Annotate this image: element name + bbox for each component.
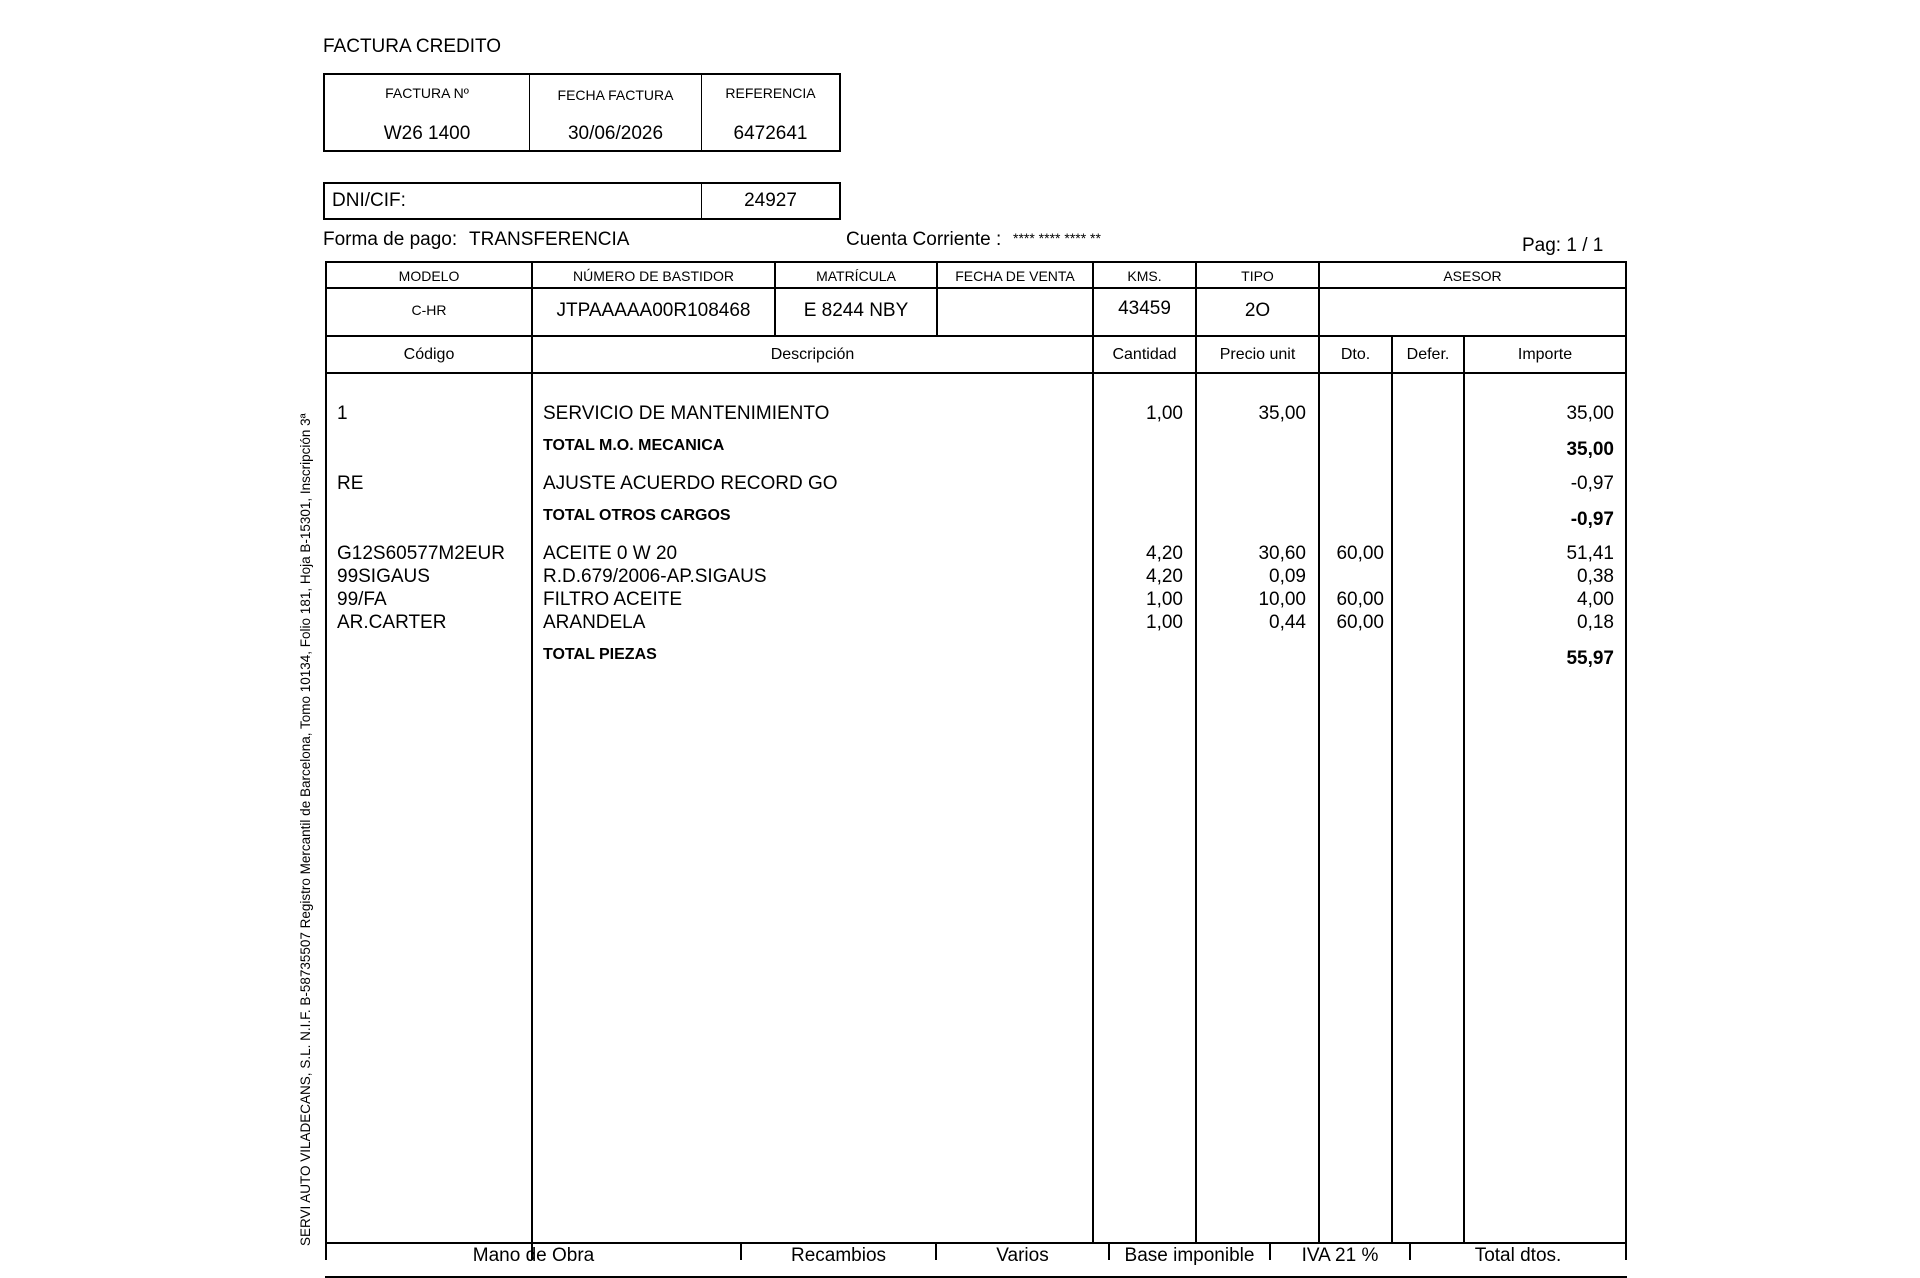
invoice-date-cell <box>530 75 702 150</box>
grid-left-border <box>325 261 327 1260</box>
line-description: SERVICIO DE MANTENIMIENTO <box>543 403 830 424</box>
column-header-quantity: Cantidad <box>1112 346 1177 363</box>
dni-label: DNI/CIF: <box>325 184 702 218</box>
line-code: RE <box>337 473 364 494</box>
invoice-header-table <box>323 73 841 152</box>
footer-parts-label: Recambios <box>790 1245 887 1266</box>
vehicle-row-separator <box>325 335 1627 337</box>
items-col-divider <box>531 335 533 1260</box>
vehicle-vin: JTPAAAAA00R108468 <box>556 300 751 321</box>
line-code: AR.CARTER <box>337 612 447 633</box>
footer-top-border <box>325 1242 1627 1244</box>
line-amount: 0,38 <box>1577 566 1614 587</box>
account-value: **** **** **** ** <box>1013 230 1101 246</box>
columns-header-separator <box>325 372 1627 374</box>
line-code: 1 <box>337 403 348 424</box>
invoice-number: W26 1400 <box>383 123 471 144</box>
invoice-date: 30/06/2026 <box>567 123 664 144</box>
line-amount: 51,41 <box>1566 543 1614 564</box>
line-unit-price: 10,00 <box>1258 589 1306 610</box>
line-amount: 4,00 <box>1577 589 1614 610</box>
line-unit-price: 0,09 <box>1269 566 1306 587</box>
footer-tax-base-label: Base imponible <box>1124 1245 1255 1266</box>
column-header-unit-price: Precio unit <box>1219 346 1296 363</box>
account-label: Cuenta Corriente : <box>846 229 1002 250</box>
line-quantity: 4,20 <box>1146 566 1183 587</box>
reference-label: REFERENCIA <box>725 85 816 101</box>
line-quantity: 1,00 <box>1146 589 1183 610</box>
vehicle-model: C-HR <box>411 302 447 318</box>
line-description: AJUSTE ACUERDO RECORD GO <box>543 473 838 494</box>
vehicle-header-advisor: ASESOR <box>1443 268 1502 284</box>
line-quantity: 1,00 <box>1146 612 1183 633</box>
invoice-date-label: FECHA FACTURA <box>557 87 674 103</box>
footer-discounts-label: Total dtos. <box>1474 1245 1562 1266</box>
reference-value: 6472641 <box>733 123 808 144</box>
vehicle-header-separator <box>325 287 1627 289</box>
vehicle-header-sale-date: FECHA DE VENTA <box>955 268 1075 284</box>
vehicle-header-kms: KMS. <box>1127 268 1162 284</box>
company-registry-note: SERVI AUTO VILADECANS, S.L. N.I.F. B-58735507 Registro Mercantil de Barcelona, Tomo 10134, Folio 181, Hoja B-15301, Inscripción 3ª <box>298 413 313 1246</box>
grid-right-border <box>1625 261 1627 1260</box>
subtotal-amount: 55,97 <box>1566 648 1614 669</box>
line-discount: 60,00 <box>1336 589 1384 610</box>
invoice-number-cell <box>325 75 530 150</box>
vehicle-header-type: TIPO <box>1241 268 1274 284</box>
column-header-amount: Importe <box>1517 346 1573 363</box>
items-col-divider <box>1391 335 1393 1242</box>
vehicle-header-vin: NÚMERO DE BASTIDOR <box>572 268 734 284</box>
vehicle-type: 2O <box>1244 300 1271 321</box>
footer-misc-label: Varios <box>996 1245 1049 1266</box>
line-code: 99SIGAUS <box>337 566 430 587</box>
line-unit-price: 0,44 <box>1269 612 1306 633</box>
reference-cell <box>702 75 839 150</box>
dni-value: 24927 <box>744 190 797 211</box>
line-description: FILTRO ACEITE <box>543 589 683 610</box>
subtotal-amount: -0,97 <box>1570 509 1614 530</box>
line-amount: 35,00 <box>1566 403 1614 424</box>
line-code: G12S60577M2EUR <box>337 543 505 564</box>
line-description: ARANDELA <box>543 612 646 633</box>
footer-labor-label: Mano de Obra <box>472 1245 595 1266</box>
vehicle-header-model: MODELO <box>398 268 460 284</box>
line-unit-price: 35,00 <box>1258 403 1306 424</box>
invoice-number-label: FACTURA Nº <box>385 85 469 101</box>
column-header-code: Código <box>403 346 455 363</box>
column-header-description: Descripción <box>770 346 855 363</box>
payment-label: Forma de pago: <box>323 229 458 250</box>
line-discount: 60,00 <box>1336 543 1384 564</box>
line-description: R.D.679/2006-AP.SIGAUS <box>543 566 767 587</box>
vehicle-kms: 43459 <box>1118 298 1171 319</box>
subtotal-label: TOTAL OTROS CARGOS <box>543 507 731 524</box>
line-discount: 60,00 <box>1336 612 1384 633</box>
line-quantity: 4,20 <box>1146 543 1183 564</box>
line-description: ACEITE 0 W 20 <box>543 543 678 564</box>
column-header-discount: Dto. <box>1340 346 1371 363</box>
document-title: FACTURA CREDITO <box>323 36 502 57</box>
items-col-divider <box>1318 335 1320 1242</box>
line-amount: -0,97 <box>1570 473 1614 494</box>
payment-value: TRANSFERENCIA <box>469 229 630 250</box>
line-code: 99/FA <box>337 589 387 610</box>
column-header-deferred: Defer. <box>1406 346 1450 363</box>
grid-top-border <box>325 261 1627 263</box>
line-amount: 0,18 <box>1577 612 1614 633</box>
vehicle-plate: E 8244 NBY <box>803 300 909 321</box>
items-col-divider <box>1195 335 1197 1242</box>
page-number: Pag: 1 / 1 <box>1522 235 1604 256</box>
vehicle-header-plate: MATRÍCULA <box>816 268 896 284</box>
subtotal-label: TOTAL M.O. MECANICA <box>543 437 725 454</box>
line-unit-price: 30,60 <box>1258 543 1306 564</box>
subtotal-label: TOTAL PIEZAS <box>543 646 657 663</box>
line-quantity: 1,00 <box>1146 403 1183 424</box>
dni-table <box>323 182 841 220</box>
items-col-divider <box>1463 335 1465 1242</box>
items-col-divider <box>1092 335 1094 1242</box>
subtotal-amount: 35,00 <box>1566 439 1614 460</box>
footer-vat-label: IVA 21 % <box>1301 1245 1379 1266</box>
